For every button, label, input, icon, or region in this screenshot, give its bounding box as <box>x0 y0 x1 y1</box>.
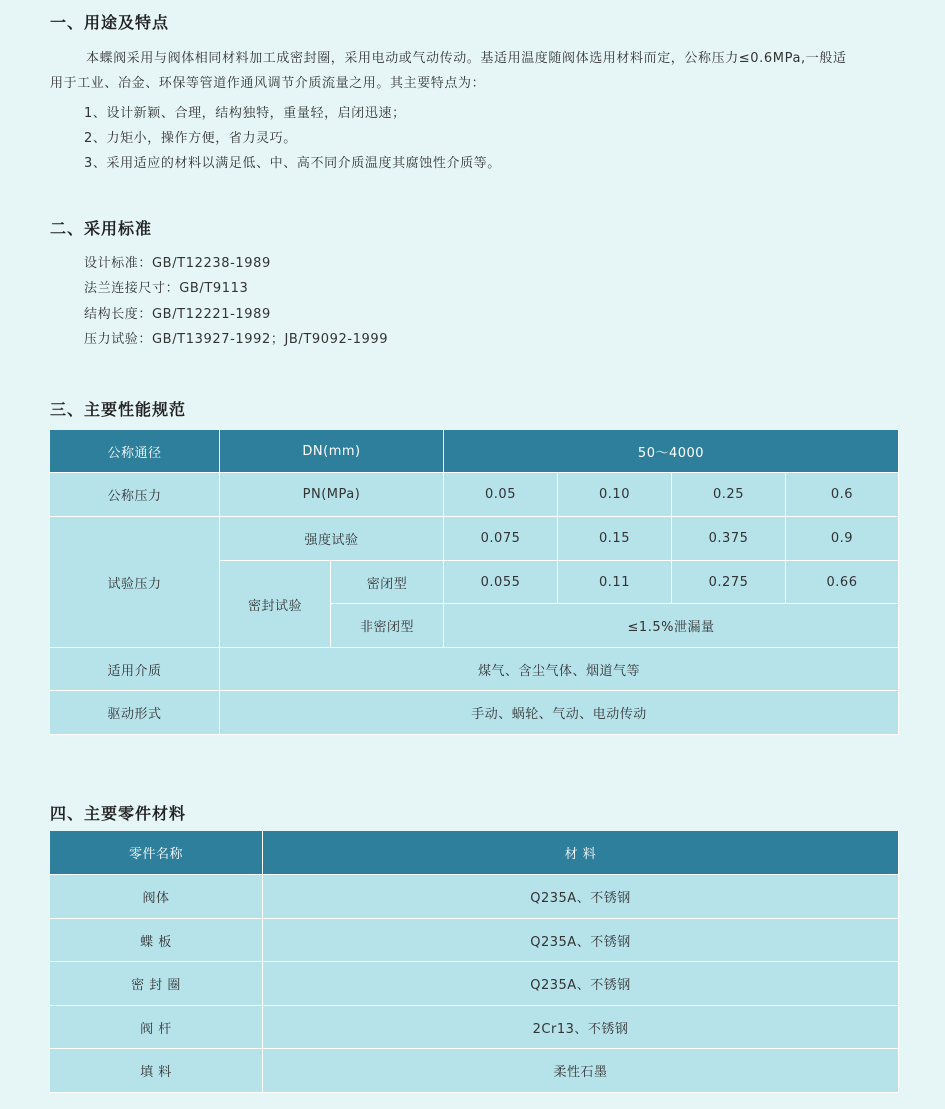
standard-item: 压力试验：GB/T13927-1992；JB/T9092-1999 <box>84 332 389 347</box>
feature-item: 1、设计新颖、合理，结构独特，重量轻，启闭迅速； <box>84 106 406 121</box>
cell-leakage-value: ≤1.5%泄漏量 <box>444 604 899 648</box>
cell-nominal-diameter-label: 公称通径 <box>50 430 220 473</box>
cell-strength-value: 0.375 <box>672 517 786 561</box>
materials-header-part: 零件名称 <box>50 831 263 875</box>
cell-dn-range: 50～4000 <box>444 430 899 473</box>
materials-part-material: Q235A、不锈钢 <box>263 962 899 1006</box>
cell-seal-test-label: 密封试验 <box>220 561 331 648</box>
cell-medium-value: 煤气、含尘气体、烟道气等 <box>220 648 899 691</box>
cell-strength-value: 0.9 <box>786 517 899 561</box>
cell-pn-value: 0.10 <box>558 473 672 517</box>
materials-part-name: 填 料 <box>50 1049 263 1093</box>
materials-part-material: Q235A、不锈钢 <box>263 919 899 962</box>
feature-item: 3、采用适应的材料以满足低、中、高不同介质温度其腐蚀性介质等。 <box>84 156 501 171</box>
section-3-title: 三、主要性能规范 <box>50 400 187 419</box>
section-1-intro <box>50 46 908 96</box>
cell-drive-value: 手动、蜗轮、气动、电动传动 <box>220 691 899 735</box>
cell-dn-label: DN(mm) <box>220 430 444 473</box>
cell-pn-label: PN(MPa) <box>220 473 444 517</box>
performance-table <box>50 430 899 735</box>
materials-part-material: 2Cr13、不锈钢 <box>263 1006 899 1049</box>
materials-header-material: 材 料 <box>263 831 899 875</box>
section-2-title: 二、采用标准 <box>50 219 153 238</box>
section-1-title: 一、用途及特点 <box>50 13 170 32</box>
cell-test-pressure-label: 试验压力 <box>50 517 220 648</box>
standard-item: 结构长度：GB/T12221-1989 <box>84 307 271 322</box>
intro-line-2: 用于工业、冶金、环保等管道作通风调节介质流量之用。其主要特点为： <box>50 76 486 91</box>
cell-pn-value: 0.05 <box>444 473 558 517</box>
materials-part-material: 柔性石墨 <box>263 1049 899 1093</box>
cell-strength-test-label: 强度试验 <box>220 517 444 561</box>
materials-part-material: Q235A、不锈钢 <box>263 875 899 919</box>
cell-strength-value: 0.15 <box>558 517 672 561</box>
materials-part-name: 阀体 <box>50 875 263 919</box>
cell-sealed-value: 0.275 <box>672 561 786 604</box>
cell-pn-value: 0.6 <box>786 473 899 517</box>
materials-part-name: 密 封 圈 <box>50 962 263 1006</box>
feature-item: 2、力矩小，操作方便，省力灵巧。 <box>84 131 297 146</box>
materials-table <box>50 831 899 1093</box>
cell-strength-value: 0.075 <box>444 517 558 561</box>
cell-medium-label: 适用介质 <box>50 648 220 691</box>
cell-sealed-type-label: 密闭型 <box>331 561 444 604</box>
cell-non-sealed-type-label: 非密闭型 <box>331 604 444 648</box>
cell-sealed-value: 0.11 <box>558 561 672 604</box>
cell-pn-value: 0.25 <box>672 473 786 517</box>
cell-nominal-pressure-label: 公称压力 <box>50 473 220 517</box>
materials-part-name: 阀 杆 <box>50 1006 263 1049</box>
cell-drive-label: 驱动形式 <box>50 691 220 735</box>
cell-sealed-value: 0.66 <box>786 561 899 604</box>
cell-sealed-value: 0.055 <box>444 561 558 604</box>
section-4-title: 四、主要零件材料 <box>50 804 187 823</box>
materials-part-name: 蝶 板 <box>50 919 263 962</box>
standard-item: 法兰连接尺寸：GB/T9113 <box>84 281 249 296</box>
intro-line-1: 本蝶阀采用与阀体相同材料加工成密封圈，采用电动或气动传动。基适用温度随阀体选用材料而定，公称压力≤0.6MPa,一般适 <box>86 51 847 66</box>
standard-item: 设计标准：GB/T12238-1989 <box>84 256 271 271</box>
